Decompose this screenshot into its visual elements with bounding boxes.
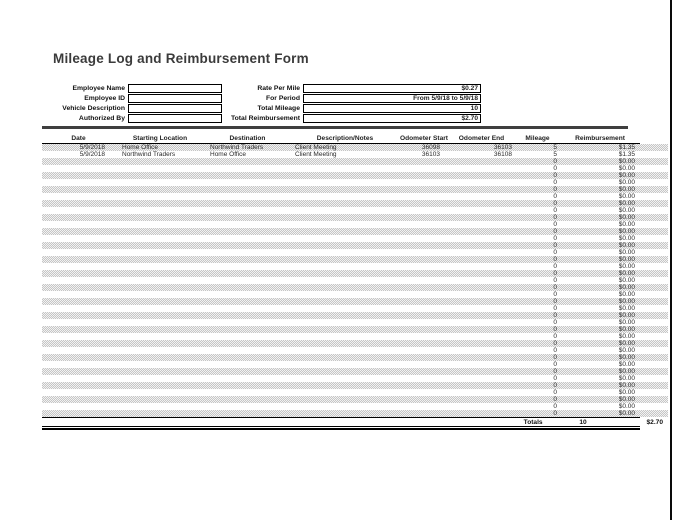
cell-mileage: 0 — [553, 158, 557, 165]
authorized-by-field[interactable] — [128, 114, 222, 123]
cell-odometer-end: 36103 — [493, 144, 512, 151]
table-row — [42, 305, 668, 312]
total-mileage-row — [226, 103, 481, 113]
table-rows — [42, 144, 668, 417]
cell-odometer-start: 36103 — [421, 151, 440, 158]
cell-reimbursement: $0.00 — [618, 396, 635, 403]
cell-mileage: 0 — [553, 242, 557, 249]
table-row — [42, 144, 668, 151]
cell-reimbursement: $0.00 — [618, 326, 635, 333]
cell-date: 5/9/2018 — [79, 144, 105, 151]
col-header-reimbursement: Reimbursement — [575, 135, 625, 142]
for-period-row — [226, 93, 481, 103]
cell-reimbursement: $0.00 — [618, 382, 635, 389]
cell-reimbursement: $0.00 — [618, 319, 635, 326]
cell-reimbursement: $0.00 — [618, 410, 635, 417]
table-row — [42, 340, 668, 347]
table-row — [42, 312, 668, 319]
rate-per-mile-label: Rate Per Mile — [257, 84, 300, 92]
vehicle-description-row — [45, 103, 222, 113]
table-row — [42, 200, 668, 207]
cell-reimbursement: $0.00 — [618, 305, 635, 312]
cell-mileage: 0 — [553, 291, 557, 298]
table-row — [42, 158, 668, 165]
cell-reimbursement: $0.00 — [618, 200, 635, 207]
cell-mileage: 0 — [553, 396, 557, 403]
cell-mileage: 0 — [553, 354, 557, 361]
cell-reimbursement: $0.00 — [618, 368, 635, 375]
cell-mileage: 0 — [553, 312, 557, 319]
table-row — [42, 172, 668, 179]
cell-reimbursement: $0.00 — [618, 193, 635, 200]
cell-reimbursement: $0.00 — [618, 165, 635, 172]
col-header-odometer-end: Odometer End — [458, 135, 505, 142]
cell-mileage: 0 — [553, 403, 557, 410]
table-row — [42, 165, 668, 172]
cell-starting-location: Northwind Traders — [122, 151, 176, 158]
total-reimbursement-field[interactable]: $2.70 — [303, 114, 481, 123]
table-row — [42, 410, 668, 417]
cell-mileage: 0 — [553, 249, 557, 256]
vehicle-description-label: Vehicle Description — [62, 104, 125, 112]
cell-odometer-start: 36098 — [421, 144, 440, 151]
employee-id-label: Employee ID — [84, 94, 125, 102]
table-row — [42, 179, 668, 186]
cell-mileage: 0 — [553, 368, 557, 375]
cell-mileage: 0 — [553, 193, 557, 200]
col-header-date: Date — [71, 135, 86, 142]
table-row — [42, 333, 668, 340]
table-row — [42, 186, 668, 193]
for-period-label: For Period — [266, 94, 300, 102]
table-row — [42, 277, 668, 284]
for-period-field[interactable]: From 5/9/18 to 5/9/18 — [303, 94, 481, 103]
rate-per-mile-row — [226, 83, 481, 93]
table-row — [42, 298, 668, 305]
table-row — [42, 368, 668, 375]
table-header-row — [42, 129, 668, 143]
totals-bottom-line-2 — [42, 428, 640, 430]
cell-date: 5/9/2018 — [79, 151, 105, 158]
cell-mileage: 5 — [553, 144, 557, 151]
table-row — [42, 396, 668, 403]
cell-mileage: 0 — [553, 382, 557, 389]
table-row — [42, 361, 668, 368]
cell-reimbursement: $0.00 — [618, 347, 635, 354]
cell-reimbursement: $0.00 — [618, 333, 635, 340]
vehicle-description-field[interactable] — [128, 104, 222, 113]
cell-reimbursement: $0.00 — [618, 291, 635, 298]
cell-destination: Home Office — [210, 151, 247, 158]
cell-mileage: 0 — [553, 361, 557, 368]
cell-mileage: 0 — [553, 298, 557, 305]
cell-reimbursement: $0.00 — [618, 158, 635, 165]
cell-mileage: 0 — [553, 214, 557, 221]
cell-reimbursement: $0.00 — [618, 186, 635, 193]
cell-starting-location: Home Office — [122, 144, 159, 151]
cell-mileage: 0 — [553, 165, 557, 172]
cell-mileage: 0 — [553, 333, 557, 340]
table-row — [42, 382, 668, 389]
cell-mileage: 0 — [553, 347, 557, 354]
totals-reimbursement: $2.70 — [646, 418, 663, 426]
cell-reimbursement: $0.00 — [618, 249, 635, 256]
employee-id-field[interactable] — [128, 94, 222, 103]
cell-reimbursement: $0.00 — [618, 354, 635, 361]
totals-row — [42, 418, 668, 426]
table-row — [42, 284, 668, 291]
cell-mileage: 0 — [553, 340, 557, 347]
table-row — [42, 319, 668, 326]
rate-per-mile-field[interactable]: $0.27 — [303, 84, 481, 93]
mileage-log-table — [42, 126, 668, 430]
cell-mileage: 0 — [553, 319, 557, 326]
col-header-odometer-start: Odometer Start — [400, 135, 448, 142]
authorized-by-label: Authorized By — [78, 114, 125, 122]
employee-name-field[interactable] — [128, 84, 222, 93]
cell-mileage: 0 — [553, 256, 557, 263]
cell-mileage: 0 — [553, 228, 557, 235]
cell-reimbursement: $0.00 — [618, 375, 635, 382]
cell-mileage: 0 — [553, 305, 557, 312]
cell-reimbursement: $0.00 — [618, 179, 635, 186]
cell-mileage: 0 — [553, 410, 557, 417]
total-reimbursement-row — [226, 113, 481, 123]
total-mileage-field[interactable]: 10 — [303, 104, 481, 113]
cell-reimbursement: $1.35 — [618, 144, 635, 151]
table-row — [42, 389, 668, 396]
table-row — [42, 249, 668, 256]
cell-mileage: 0 — [553, 284, 557, 291]
authorized-by-row — [45, 113, 222, 123]
cell-reimbursement: $0.00 — [618, 256, 635, 263]
employee-id-row — [45, 93, 222, 103]
page-edge-line — [670, 0, 672, 520]
page-title: Mileage Log and Reimbursement Form — [53, 51, 309, 66]
cell-reimbursement: $0.00 — [618, 403, 635, 410]
col-header-mileage: Mileage — [525, 135, 550, 142]
table-row — [42, 270, 668, 277]
employee-name-label: Employee Name — [72, 84, 125, 92]
table-row — [42, 228, 668, 235]
cell-mileage: 0 — [553, 186, 557, 193]
employee-name-row — [45, 83, 222, 93]
cell-mileage: 0 — [553, 263, 557, 270]
cell-reimbursement: $0.00 — [618, 270, 635, 277]
cell-reimbursement: $0.00 — [618, 389, 635, 396]
cell-mileage: 0 — [553, 326, 557, 333]
cell-mileage: 0 — [553, 277, 557, 284]
rate-summary-form — [226, 83, 481, 123]
cell-reimbursement: $0.00 — [618, 214, 635, 221]
cell-mileage: 5 — [553, 151, 557, 158]
cell-odometer-end: 36108 — [493, 151, 512, 158]
table-row — [42, 403, 668, 410]
table-row — [42, 221, 668, 228]
table-row — [42, 235, 668, 242]
total-mileage-label: Total Mileage — [257, 104, 300, 112]
cell-description-notes: Client Meeting — [295, 144, 337, 151]
cell-reimbursement: $0.00 — [618, 172, 635, 179]
cell-destination: Northwind Traders — [210, 144, 264, 151]
table-row — [42, 347, 668, 354]
cell-mileage: 0 — [553, 270, 557, 277]
totals-label: Totals — [523, 418, 543, 426]
cell-mileage: 0 — [553, 375, 557, 382]
table-row — [42, 193, 668, 200]
table-row — [42, 326, 668, 333]
cell-reimbursement: $0.00 — [618, 242, 635, 249]
cell-reimbursement: $0.00 — [618, 207, 635, 214]
cell-mileage: 0 — [553, 207, 557, 214]
col-header-destination: Destination — [229, 135, 266, 142]
cell-reimbursement: $0.00 — [618, 277, 635, 284]
table-row — [42, 242, 668, 249]
table-row — [42, 151, 668, 158]
table-row — [42, 354, 668, 361]
table-row — [42, 291, 668, 298]
cell-mileage: 0 — [553, 200, 557, 207]
table-row — [42, 214, 668, 221]
employee-info-form — [45, 83, 222, 123]
cell-mileage: 0 — [553, 179, 557, 186]
cell-reimbursement: $0.00 — [618, 235, 635, 242]
cell-mileage: 0 — [553, 389, 557, 396]
table-row — [42, 263, 668, 270]
table-row — [42, 375, 668, 382]
cell-reimbursement: $0.00 — [618, 221, 635, 228]
cell-reimbursement: $0.00 — [618, 340, 635, 347]
cell-mileage: 0 — [553, 235, 557, 242]
cell-reimbursement: $0.00 — [618, 228, 635, 235]
cell-reimbursement: $1.35 — [618, 151, 635, 158]
table-row — [42, 207, 668, 214]
totals-mileage: 10 — [579, 418, 587, 426]
cell-reimbursement: $0.00 — [618, 312, 635, 319]
cell-reimbursement: $0.00 — [618, 263, 635, 270]
cell-mileage: 0 — [553, 172, 557, 179]
col-header-starting-location: Starting Location — [132, 135, 188, 142]
table-row — [42, 256, 668, 263]
col-header-description-notes: Description/Notes — [316, 135, 374, 142]
total-reimbursement-label: Total Reimbursement — [231, 114, 300, 122]
cell-reimbursement: $0.00 — [618, 298, 635, 305]
cell-reimbursement: $0.00 — [618, 361, 635, 368]
cell-description-notes: Client Meeting — [295, 151, 337, 158]
cell-mileage: 0 — [553, 221, 557, 228]
cell-reimbursement: $0.00 — [618, 284, 635, 291]
